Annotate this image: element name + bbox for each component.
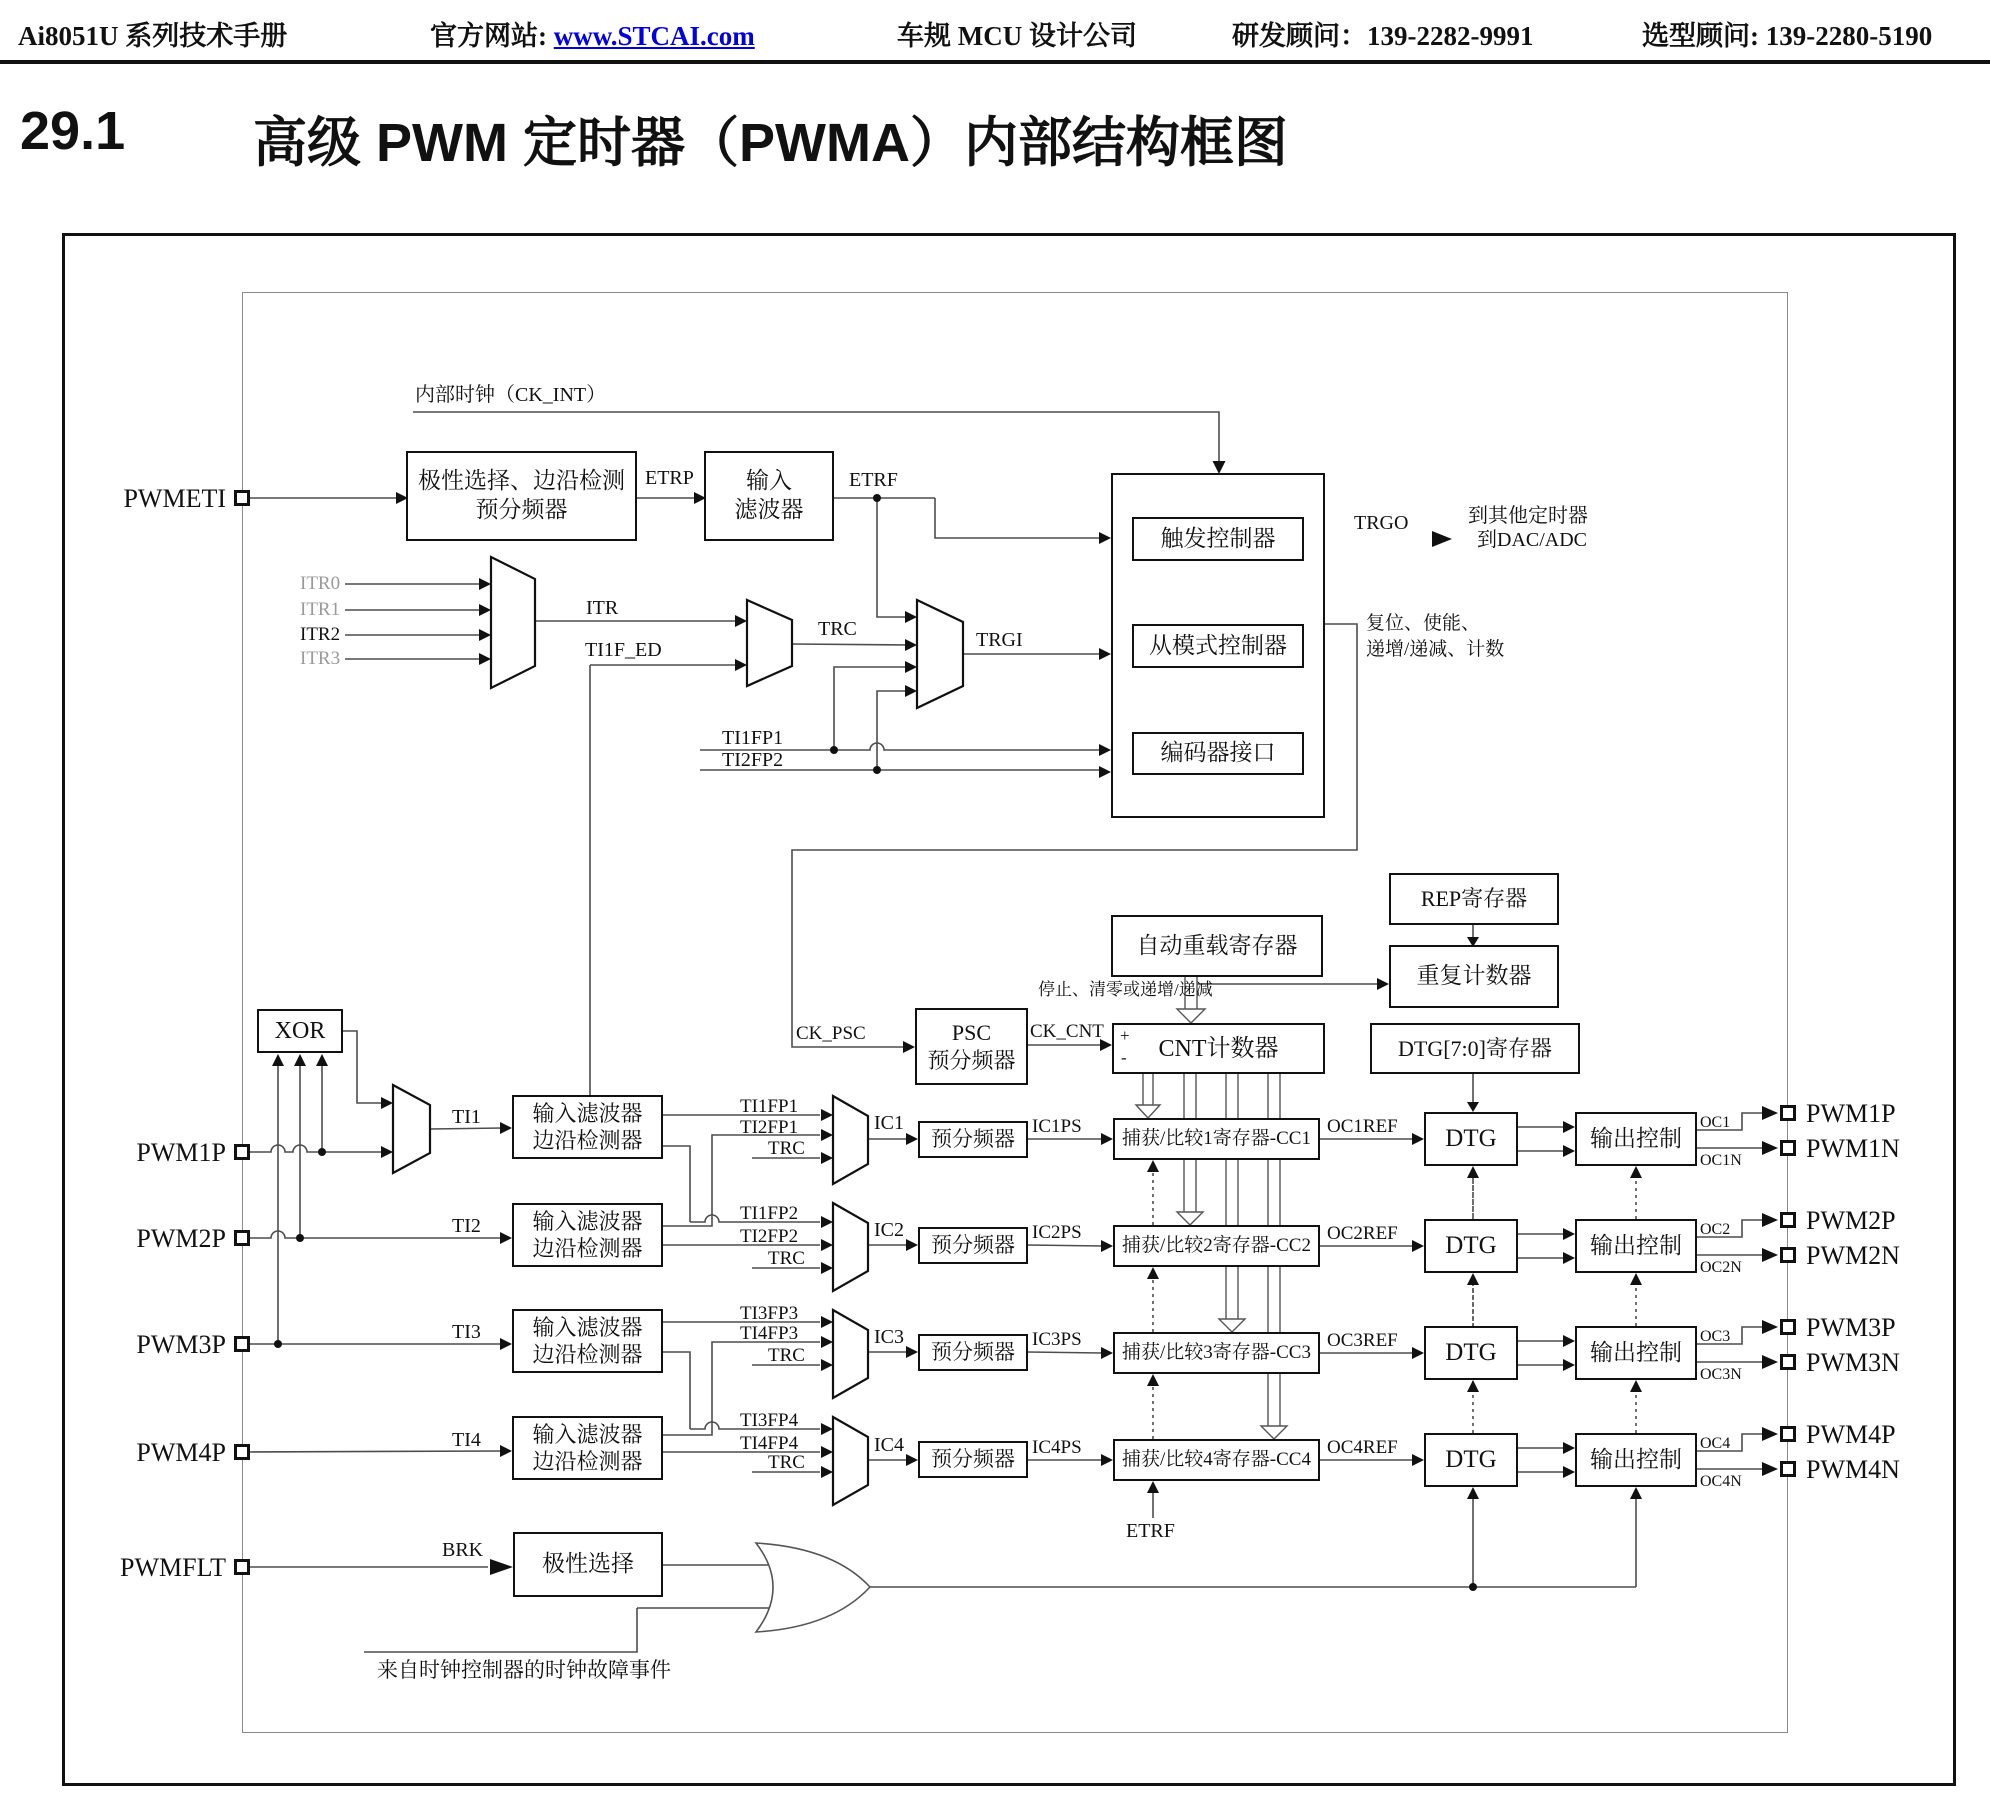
oc2n-label: OC2N bbox=[1700, 1259, 1742, 1276]
site-link[interactable]: www.STCAI.com bbox=[553, 21, 755, 51]
polarity-edge-prescaler-block: 极性选择、边沿检测 预分频器 bbox=[406, 451, 637, 541]
oc1ref-label: OC1REF bbox=[1327, 1116, 1398, 1137]
ck-psc-label: CK_PSC bbox=[796, 1023, 866, 1044]
pad-pwm3p-right bbox=[1780, 1319, 1796, 1335]
repetition-counter-block: 重复计数器 bbox=[1389, 945, 1559, 1008]
oc1-label: OC1 bbox=[1700, 1114, 1731, 1131]
cc2-register-block: 捕获/比较2寄存器-CC2 bbox=[1113, 1225, 1320, 1267]
dtg-block-2: DTG bbox=[1424, 1219, 1518, 1273]
pwm1p-label: PWM1P bbox=[1806, 1099, 1896, 1128]
pwm2n-label: PWM2N bbox=[1806, 1241, 1900, 1270]
etrp-label: ETRP bbox=[645, 467, 694, 489]
ch1-fpa-label: TI1FP1 bbox=[740, 1096, 799, 1117]
company-tag: 车规 MCU 设计公司 bbox=[897, 21, 1137, 51]
rep-register-block: REP寄存器 bbox=[1389, 873, 1559, 925]
pad-pwm4n-right bbox=[1780, 1461, 1796, 1477]
pwm4p-label: PWM4P bbox=[1806, 1420, 1896, 1449]
ch3-fpa-label: TI3FP3 bbox=[740, 1303, 799, 1324]
slave-out2-label: 递增/递减、计数 bbox=[1366, 639, 1505, 660]
pad-pwm1n-right bbox=[1780, 1140, 1796, 1156]
ch1-trc-label: TRC bbox=[768, 1138, 805, 1159]
brk-label: BRK bbox=[442, 1539, 484, 1561]
dtg-register-block: DTG[7:0]寄存器 bbox=[1370, 1023, 1580, 1074]
filter-edge-block-4: 输入滤波器 边沿检测器 bbox=[512, 1416, 663, 1480]
polarity-select-block: 极性选择 bbox=[513, 1532, 663, 1597]
slave-out1-label: 复位、使能、 bbox=[1366, 613, 1481, 634]
pad-pwmflt bbox=[234, 1559, 250, 1575]
output-control-block-2: 输出控制 bbox=[1575, 1219, 1697, 1273]
pad-pwm3p-left bbox=[234, 1336, 250, 1352]
input-filter-block: 输入 滤波器 bbox=[704, 451, 834, 541]
oc2ref-label: OC2REF bbox=[1327, 1223, 1398, 1244]
pad-label-pwm4p-left: PWM4P bbox=[136, 1438, 226, 1467]
ck-int-label: 内部时钟（CK_INT） bbox=[415, 384, 607, 406]
pad-label-pwm1p-left: PWM1P bbox=[136, 1138, 226, 1167]
oc3ref-label: OC3REF bbox=[1327, 1330, 1398, 1351]
ic2ps-label: IC2PS bbox=[1032, 1222, 1082, 1243]
trgi-label: TRGI bbox=[976, 629, 1023, 651]
output-control-block-4: 输出控制 bbox=[1575, 1433, 1697, 1487]
pad-label-pwm3p-left: PWM3P bbox=[136, 1330, 226, 1359]
ic3ps-label: IC3PS bbox=[1032, 1329, 1082, 1350]
oc3n-label: OC3N bbox=[1700, 1366, 1742, 1383]
slave-mode-controller-block: 从模式控制器 bbox=[1132, 624, 1304, 668]
itr0-label: ITR0 bbox=[300, 573, 341, 594]
sel-contact: 选型顾问: 139-2280-5190 bbox=[1642, 21, 1933, 51]
auto-reload-register-block: 自动重载寄存器 bbox=[1111, 915, 1323, 977]
encoder-interface-block: 编码器接口 bbox=[1132, 732, 1304, 775]
oc2-label: OC2 bbox=[1700, 1221, 1731, 1238]
ic3-label: IC3 bbox=[874, 1326, 904, 1348]
pad-label-pwm2p-left: PWM2P bbox=[136, 1224, 226, 1253]
ti4-label: TI4 bbox=[452, 1429, 481, 1451]
itr1-label: ITR1 bbox=[300, 599, 341, 620]
pad-label-pwmeti: PWMETI bbox=[123, 484, 226, 513]
psc-prescaler-block: PSC 预分频器 bbox=[915, 1008, 1028, 1085]
ic1-label: IC1 bbox=[874, 1112, 904, 1134]
filter-edge-block-2: 输入滤波器 边沿检测器 bbox=[512, 1203, 663, 1267]
ch4-fpa-label: TI3FP4 bbox=[740, 1410, 799, 1431]
stop-clear-label: 停止、清零或递增/递减 bbox=[1038, 980, 1213, 999]
pad-pwm4p-left bbox=[234, 1444, 250, 1460]
ti1fp1-label: TI1FP1 bbox=[722, 727, 784, 749]
site-label: 官方网站: bbox=[430, 21, 554, 51]
itr3-label: ITR3 bbox=[300, 648, 341, 669]
etrf-bottom-label: ETRF bbox=[1126, 1520, 1175, 1542]
section-number: 29.1 bbox=[20, 101, 126, 161]
trgo-dest1-label: 到其他定时器 bbox=[1468, 505, 1588, 527]
manual-title: Ai8051U 系列技术手册 bbox=[18, 21, 288, 51]
pad-pwmeti bbox=[234, 490, 250, 506]
cnt-minus-label: - bbox=[1121, 1048, 1127, 1067]
filter-edge-block-1: 输入滤波器 边沿检测器 bbox=[512, 1095, 663, 1159]
xor-block: XOR bbox=[257, 1009, 343, 1053]
trigger-controller-block: 触发控制器 bbox=[1132, 517, 1304, 561]
dtg-block-1: DTG bbox=[1424, 1112, 1518, 1166]
trc-label: TRC bbox=[818, 618, 857, 640]
prescaler-block-4: 预分频器 bbox=[918, 1441, 1028, 1478]
oc4ref-label: OC4REF bbox=[1327, 1437, 1398, 1458]
cc1-register-block: 捕获/比较1寄存器-CC1 bbox=[1113, 1118, 1320, 1160]
ch3-fpb-label: TI4FP3 bbox=[740, 1323, 799, 1344]
cc3-register-block: 捕获/比较3寄存器-CC3 bbox=[1113, 1332, 1320, 1374]
ch4-fpb-label: TI4FP4 bbox=[740, 1433, 799, 1454]
pad-label-pwmflt: PWMFLT bbox=[120, 1553, 226, 1582]
pad-pwm2p-right bbox=[1780, 1212, 1796, 1228]
pad-pwm2n-right bbox=[1780, 1247, 1796, 1263]
itr2-label: ITR2 bbox=[300, 624, 341, 645]
clock-fail-label: 来自时钟控制器的时钟故障事件 bbox=[377, 1658, 671, 1682]
ch3-trc-label: TRC bbox=[768, 1345, 805, 1366]
ti2-label: TI2 bbox=[452, 1215, 481, 1237]
ic4ps-label: IC4PS bbox=[1032, 1437, 1082, 1458]
ti2fp2-label: TI2FP2 bbox=[722, 749, 784, 771]
oc4-label: OC4 bbox=[1700, 1435, 1731, 1452]
dtg-block-4: DTG bbox=[1424, 1433, 1518, 1487]
ti3-label: TI3 bbox=[452, 1321, 481, 1343]
ch4-trc-label: TRC bbox=[768, 1452, 805, 1473]
ch1-fpb-label: TI2FP1 bbox=[740, 1117, 799, 1138]
ti1f-ed-label: TI1F_ED bbox=[585, 639, 662, 661]
prescaler-block-3: 预分频器 bbox=[918, 1334, 1028, 1371]
output-control-block-3: 输出控制 bbox=[1575, 1326, 1697, 1380]
pad-pwm3n-right bbox=[1780, 1354, 1796, 1370]
filter-edge-block-3: 输入滤波器 边沿检测器 bbox=[512, 1309, 663, 1373]
pad-pwm2p-left bbox=[234, 1230, 250, 1246]
prescaler-block-1: 预分频器 bbox=[918, 1121, 1028, 1158]
ic1ps-label: IC1PS bbox=[1032, 1116, 1082, 1137]
itr-label: ITR bbox=[586, 597, 619, 619]
oc3-label: OC3 bbox=[1700, 1328, 1731, 1345]
pwm2p-label: PWM2P bbox=[1806, 1206, 1896, 1235]
prescaler-block-2: 预分频器 bbox=[918, 1227, 1028, 1264]
pwm4n-label: PWM4N bbox=[1806, 1455, 1900, 1484]
pwm1n-label: PWM1N bbox=[1806, 1134, 1900, 1163]
pad-pwm4p-right bbox=[1780, 1426, 1796, 1442]
page-title: 高级 PWM 定时器（PWMA）内部结构框图 bbox=[253, 113, 1288, 173]
ch2-fpb-label: TI2FP2 bbox=[740, 1226, 799, 1247]
ch2-fpa-label: TI1FP2 bbox=[740, 1203, 799, 1224]
dtg-block-3: DTG bbox=[1424, 1326, 1518, 1380]
oc4n-label: OC4N bbox=[1700, 1473, 1742, 1490]
trgo-dest2-label: 到DAC/ADC bbox=[1477, 529, 1588, 551]
ti1-label: TI1 bbox=[452, 1106, 481, 1128]
ic2-label: IC2 bbox=[874, 1219, 904, 1241]
cc4-register-block: 捕获/比较4寄存器-CC4 bbox=[1113, 1439, 1320, 1481]
oc1n-label: OC1N bbox=[1700, 1152, 1742, 1169]
pad-pwm1p-right bbox=[1780, 1105, 1796, 1121]
pad-pwm1p-left bbox=[234, 1144, 250, 1160]
pwm3n-label: PWM3N bbox=[1806, 1348, 1900, 1377]
output-control-block-1: 输出控制 bbox=[1575, 1112, 1697, 1166]
ch2-trc-label: TRC bbox=[768, 1248, 805, 1269]
ic4-label: IC4 bbox=[874, 1434, 904, 1456]
cnt-counter-block: CNT计数器 bbox=[1112, 1023, 1325, 1074]
pwm3p-label: PWM3P bbox=[1806, 1313, 1896, 1342]
ck-cnt-label: CK_CNT bbox=[1030, 1021, 1104, 1042]
trgo-label: TRGO bbox=[1354, 512, 1409, 534]
etrf-label: ETRF bbox=[849, 469, 898, 491]
cnt-plus-label: + bbox=[1120, 1026, 1130, 1045]
rd-contact: 研发顾问：139-2282-9991 bbox=[1232, 21, 1534, 51]
